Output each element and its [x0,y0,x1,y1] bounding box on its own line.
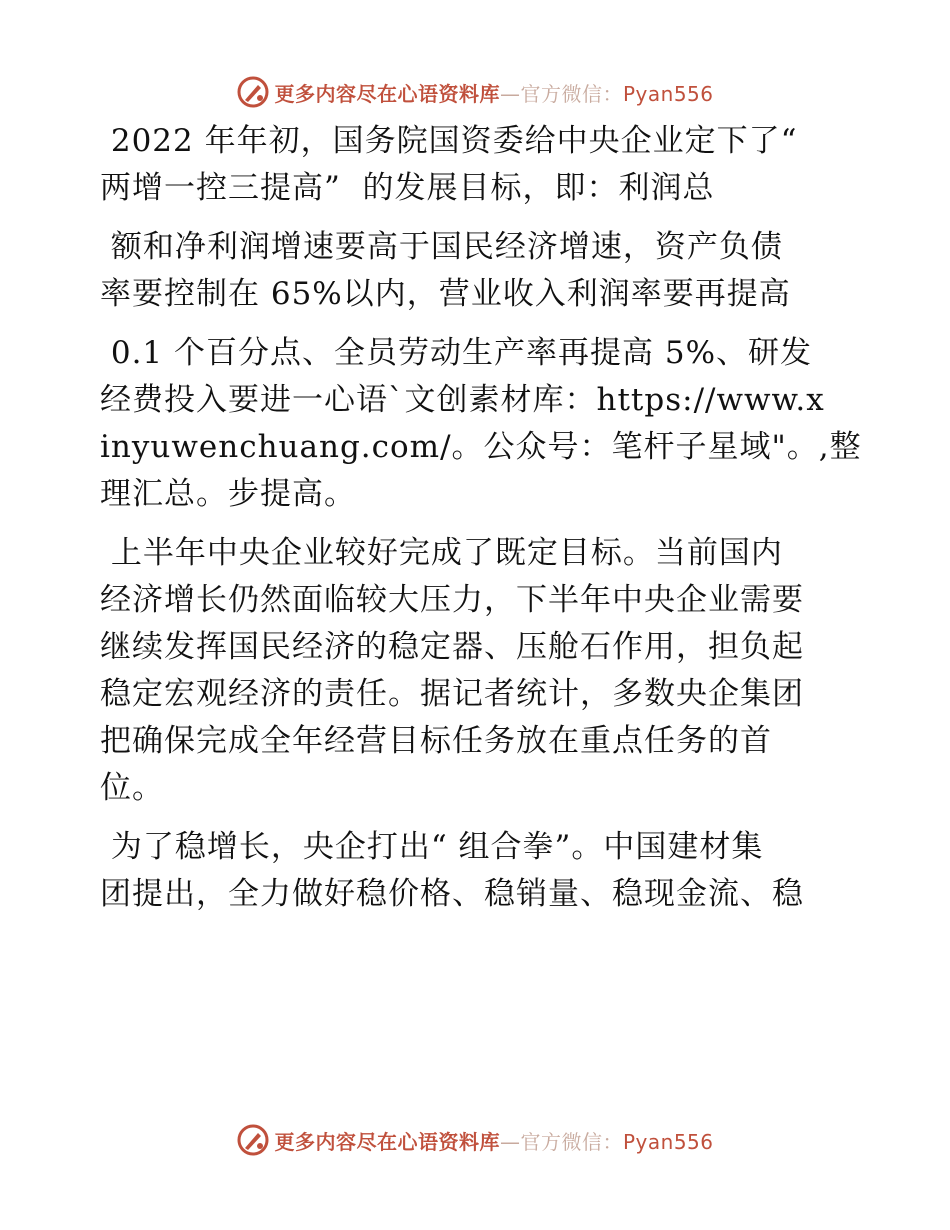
paragraph-3 [100,330,862,518]
pen-logo-icon [236,1123,270,1157]
banner-dash: — [499,1129,521,1154]
footer-banner [0,1118,950,1162]
text-line: 继续发挥国民经济的稳定器、压舱石作用，担负起 [100,629,804,665]
text-line: 把确保完成全年经营目标任务放在重点任务的首 [100,723,772,759]
paragraph-2 [100,224,850,318]
banner-text [274,1126,713,1155]
paragraph-4 [100,530,850,812]
banner-dash: — [499,81,521,106]
text-line: inyuwenchuang.com/。公众号：笔杆子星域"。,整 [100,429,862,465]
header-banner [0,70,950,114]
banner-official-label: 官方微信： [520,1129,623,1154]
text-line: 0.1 个百分点、全员劳动生产率再提高 5%、研发 [100,335,813,371]
paragraph-1 [100,118,850,212]
text-line: 两增一控三提高” 的发展目标，即：利润总 [100,170,715,206]
text-line: 为了稳增长，央企打出“ 组合拳”。中国建材集 [100,829,764,865]
banner-text [274,78,713,107]
text-line: 稳定宏观经济的责任。据记者统计，多数央企集团 [100,676,804,712]
paragraph-5 [100,824,850,918]
text-line: 团提出，全力做好稳价格、稳销量、稳现金流、稳 [100,876,804,912]
text-line: 理汇总。步提高。 [100,476,356,512]
banner-wechat-id: Pyan556 [622,81,714,106]
text-line: 额和净利润增速要高于国民经济增速，资产负债 [100,229,783,265]
banner-main-text: 更多内容尽在心语资料库 [274,1129,500,1154]
banner-main-text: 更多内容尽在心语资料库 [274,81,500,106]
document-body [100,118,862,918]
banner-official-label: 官方微信： [520,81,623,106]
banner-wechat-id: Pyan556 [622,1129,714,1154]
text-line: 位。 [100,770,164,806]
text-line: 经济增长仍然面临较大压力，下半年中央企业需要 [100,582,804,618]
text-line: 率要控制在 65%以内，营业收入利润率要再提高 [100,276,791,312]
pen-logo-icon [236,75,270,109]
text-line: 2022 年年初，国务院国资委给中央企业定下了“ [100,123,798,159]
text-line: 上半年中央企业较好完成了既定目标。当前国内 [100,535,783,571]
text-line: 经费投入要进一心语`文创素材库：https://www.x [100,382,825,418]
